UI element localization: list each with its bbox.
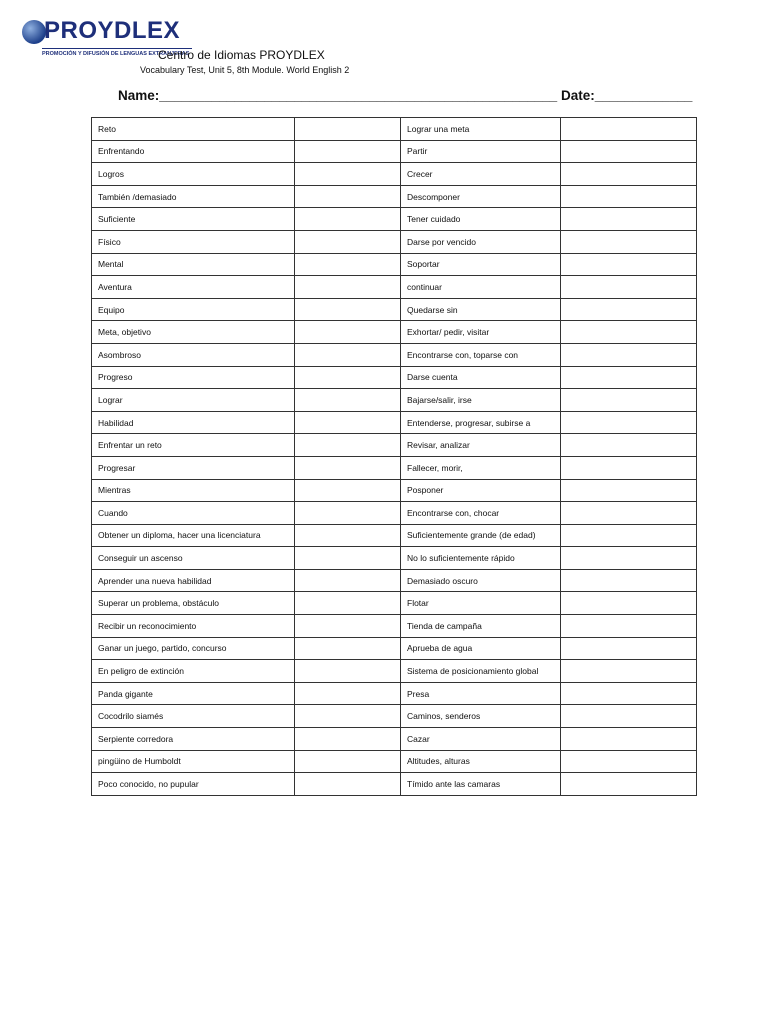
spanish-term-left: Enfrentando — [92, 140, 295, 163]
answer-cell-right[interactable] — [561, 411, 697, 434]
answer-cell-left[interactable] — [295, 276, 401, 299]
name-date-line — [118, 88, 692, 103]
table-row — [92, 750, 697, 773]
answer-cell-left[interactable] — [295, 547, 401, 570]
answer-cell-right[interactable] — [561, 569, 697, 592]
spanish-term-left: Físico — [92, 230, 295, 253]
table-row — [92, 456, 697, 479]
spanish-term-left: Obtener un diploma, hacer una licenciatura — [92, 524, 295, 547]
spanish-term-right: Soportar — [401, 253, 561, 276]
spanish-term-left: Equipo — [92, 298, 295, 321]
spanish-term-right: Lograr una meta — [401, 118, 561, 141]
date-blank[interactable]: _____________ — [594, 88, 693, 103]
answer-cell-right[interactable] — [561, 682, 697, 705]
table-row — [92, 773, 697, 796]
table-row — [92, 343, 697, 366]
spanish-term-left: Panda gigante — [92, 682, 295, 705]
spanish-term-left: Mental — [92, 253, 295, 276]
table-row — [92, 569, 697, 592]
answer-cell-left[interactable] — [295, 773, 401, 796]
answer-cell-left[interactable] — [295, 637, 401, 660]
answer-cell-left[interactable] — [295, 389, 401, 412]
spanish-term-left: Poco conocido, no pupular — [92, 773, 295, 796]
answer-cell-right[interactable] — [561, 547, 697, 570]
spanish-term-left: También /demasiado — [92, 185, 295, 208]
table-row — [92, 682, 697, 705]
table-row — [92, 140, 697, 163]
table-row — [92, 479, 697, 502]
answer-cell-right[interactable] — [561, 750, 697, 773]
spanish-term-right: Flotar — [401, 592, 561, 615]
spanish-term-right: Bajarse/salir, irse — [401, 389, 561, 412]
spanish-term-right: Presa — [401, 682, 561, 705]
answer-cell-left[interactable] — [295, 434, 401, 457]
spanish-term-left: Mientras — [92, 479, 295, 502]
spanish-term-left: Progresar — [92, 456, 295, 479]
spanish-term-right: Tienda de campaña — [401, 615, 561, 638]
answer-cell-right[interactable] — [561, 728, 697, 751]
spanish-term-right: Fallecer, morir, — [401, 456, 561, 479]
spanish-term-right: Exhortar/ pedir, visitar — [401, 321, 561, 344]
answer-cell-left[interactable] — [295, 592, 401, 615]
answer-cell-right[interactable] — [561, 637, 697, 660]
table-row — [92, 389, 697, 412]
answer-cell-left[interactable] — [295, 660, 401, 683]
table-row — [92, 276, 697, 299]
spanish-term-right: Demasiado oscuro — [401, 569, 561, 592]
answer-cell-right[interactable] — [561, 163, 697, 186]
answer-cell-right[interactable] — [561, 185, 697, 208]
spanish-term-right: Sistema de posicionamiento global — [401, 660, 561, 683]
spanish-term-right: Encontrarse con, chocar — [401, 502, 561, 525]
table-row — [92, 434, 697, 457]
globe-icon — [22, 20, 46, 44]
answer-cell-left[interactable] — [295, 456, 401, 479]
table-row — [92, 592, 697, 615]
answer-cell-left[interactable] — [295, 524, 401, 547]
spanish-term-left: En peligro de extinción — [92, 660, 295, 683]
answer-cell-left[interactable] — [295, 411, 401, 434]
answer-cell-left[interactable] — [295, 728, 401, 751]
answer-cell-right[interactable] — [561, 705, 697, 728]
table-row — [92, 230, 697, 253]
spanish-term-left: Logros — [92, 163, 295, 186]
table-row — [92, 637, 697, 660]
answer-cell-right[interactable] — [561, 524, 697, 547]
answer-cell-left[interactable] — [295, 253, 401, 276]
logo-tagline: PROMOCIÓN Y DIFUSIÓN DE LENGUAS EXTRANJERAS — [42, 51, 190, 57]
answer-cell-left[interactable] — [295, 140, 401, 163]
answer-cell-left[interactable] — [295, 321, 401, 344]
spanish-term-left: Suficiente — [92, 208, 295, 231]
answer-cell-right[interactable] — [561, 389, 697, 412]
table-row — [92, 118, 697, 141]
table-row — [92, 208, 697, 231]
spanish-term-left: Cuando — [92, 502, 295, 525]
vocabulary-table — [91, 117, 697, 796]
answer-cell-left[interactable] — [295, 569, 401, 592]
answer-cell-left[interactable] — [295, 118, 401, 141]
answer-cell-right[interactable] — [561, 660, 697, 683]
spanish-term-right: Darse por vencido — [401, 230, 561, 253]
spanish-term-right: Partir — [401, 140, 561, 163]
spanish-term-left: Conseguir un ascenso — [92, 547, 295, 570]
spanish-term-right: No lo suficientemente rápido — [401, 547, 561, 570]
answer-cell-left[interactable] — [295, 479, 401, 502]
table-row — [92, 411, 697, 434]
answer-cell-right[interactable] — [561, 434, 697, 457]
table-row — [92, 660, 697, 683]
table-row — [92, 298, 697, 321]
answer-cell-left[interactable] — [295, 366, 401, 389]
table-row — [92, 366, 697, 389]
name-label: Name: — [118, 88, 160, 103]
spanish-term-left: Cocodrilo siamés — [92, 705, 295, 728]
spanish-term-right: Entenderse, progresar, subirse a — [401, 411, 561, 434]
spanish-term-right: Quedarse sin — [401, 298, 561, 321]
table-row — [92, 185, 697, 208]
date-label: Date: — [560, 88, 595, 103]
answer-cell-left[interactable] — [295, 615, 401, 638]
answer-cell-right[interactable] — [561, 140, 697, 163]
table-row — [92, 502, 697, 525]
spanish-term-left: Serpiente corredora — [92, 728, 295, 751]
answer-cell-left[interactable] — [295, 502, 401, 525]
answer-cell-right[interactable] — [561, 456, 697, 479]
spanish-term-right: Darse cuenta — [401, 366, 561, 389]
answer-cell-left[interactable] — [295, 230, 401, 253]
spanish-term-left: Aprender una nueva habilidad — [92, 569, 295, 592]
spanish-term-left: Aventura — [92, 276, 295, 299]
answer-cell-right[interactable] — [561, 230, 697, 253]
spanish-term-left: Reto — [92, 118, 295, 141]
answer-cell-right[interactable] — [561, 592, 697, 615]
spanish-term-left: Enfrentar un reto — [92, 434, 295, 457]
answer-cell-right[interactable] — [561, 276, 697, 299]
answer-cell-left[interactable] — [295, 343, 401, 366]
spanish-term-left: Recibir un reconocimiento — [92, 615, 295, 638]
spanish-term-left: Lograr — [92, 389, 295, 412]
table-row — [92, 321, 697, 344]
table-row — [92, 163, 697, 186]
spanish-term-left: Meta, objetivo — [92, 321, 295, 344]
spanish-term-right: Suficientemente grande (de edad) — [401, 524, 561, 547]
answer-cell-left[interactable] — [295, 750, 401, 773]
answer-cell-right[interactable] — [561, 208, 697, 231]
table-row — [92, 253, 697, 276]
answer-cell-right[interactable] — [561, 343, 697, 366]
table-row — [92, 615, 697, 638]
answer-cell-left[interactable] — [295, 705, 401, 728]
logo-text: PROYDLEX — [44, 17, 181, 44]
spanish-term-right: Tener cuidado — [401, 208, 561, 231]
spanish-term-right: Tímido ante las camaras — [401, 773, 561, 796]
spanish-term-right: Cazar — [401, 728, 561, 751]
spanish-term-left: Progreso — [92, 366, 295, 389]
spanish-term-left: pingüino de Humboldt — [92, 750, 295, 773]
spanish-term-right: Caminos, senderos — [401, 705, 561, 728]
answer-cell-right[interactable] — [561, 118, 697, 141]
spanish-term-right: Crecer — [401, 163, 561, 186]
spanish-term-right: Altitudes, alturas — [401, 750, 561, 773]
spanish-term-right: Revisar, analizar — [401, 434, 561, 457]
table-row — [92, 728, 697, 751]
answer-cell-left[interactable] — [295, 163, 401, 186]
spanish-term-left: Superar un problema, obstáculo — [92, 592, 295, 615]
answer-cell-right[interactable] — [561, 502, 697, 525]
spanish-term-right: Encontrarse con, toparse con — [401, 343, 561, 366]
answer-cell-right[interactable] — [561, 298, 697, 321]
answer-cell-left[interactable] — [295, 298, 401, 321]
answer-cell-right[interactable] — [561, 479, 697, 502]
spanish-term-left: Asombroso — [92, 343, 295, 366]
answer-cell-right[interactable] — [561, 321, 697, 344]
table-row — [92, 524, 697, 547]
spanish-term-left: Habilidad — [92, 411, 295, 434]
answer-cell-left[interactable] — [295, 185, 401, 208]
spanish-term-right: Posponer — [401, 479, 561, 502]
answer-cell-left[interactable] — [295, 682, 401, 705]
document-title: Centro de Idiomas PROYDLEX — [158, 48, 325, 62]
answer-cell-left[interactable] — [295, 208, 401, 231]
spanish-term-right: Aprueba de agua — [401, 637, 561, 660]
table-row — [92, 547, 697, 570]
spanish-term-left: Ganar un juego, partido, concurso — [92, 637, 295, 660]
spanish-term-right: continuar — [401, 276, 561, 299]
answer-cell-right[interactable] — [561, 253, 697, 276]
answer-cell-right[interactable] — [561, 773, 697, 796]
table-row — [92, 705, 697, 728]
document-subtitle: Vocabulary Test, Unit 5, 8th Module. World English 2 — [140, 65, 350, 75]
spanish-term-right: Descomponer — [401, 185, 561, 208]
name-blank[interactable]: _____________________________________________________ — [159, 88, 558, 103]
answer-cell-right[interactable] — [561, 366, 697, 389]
answer-cell-right[interactable] — [561, 615, 697, 638]
